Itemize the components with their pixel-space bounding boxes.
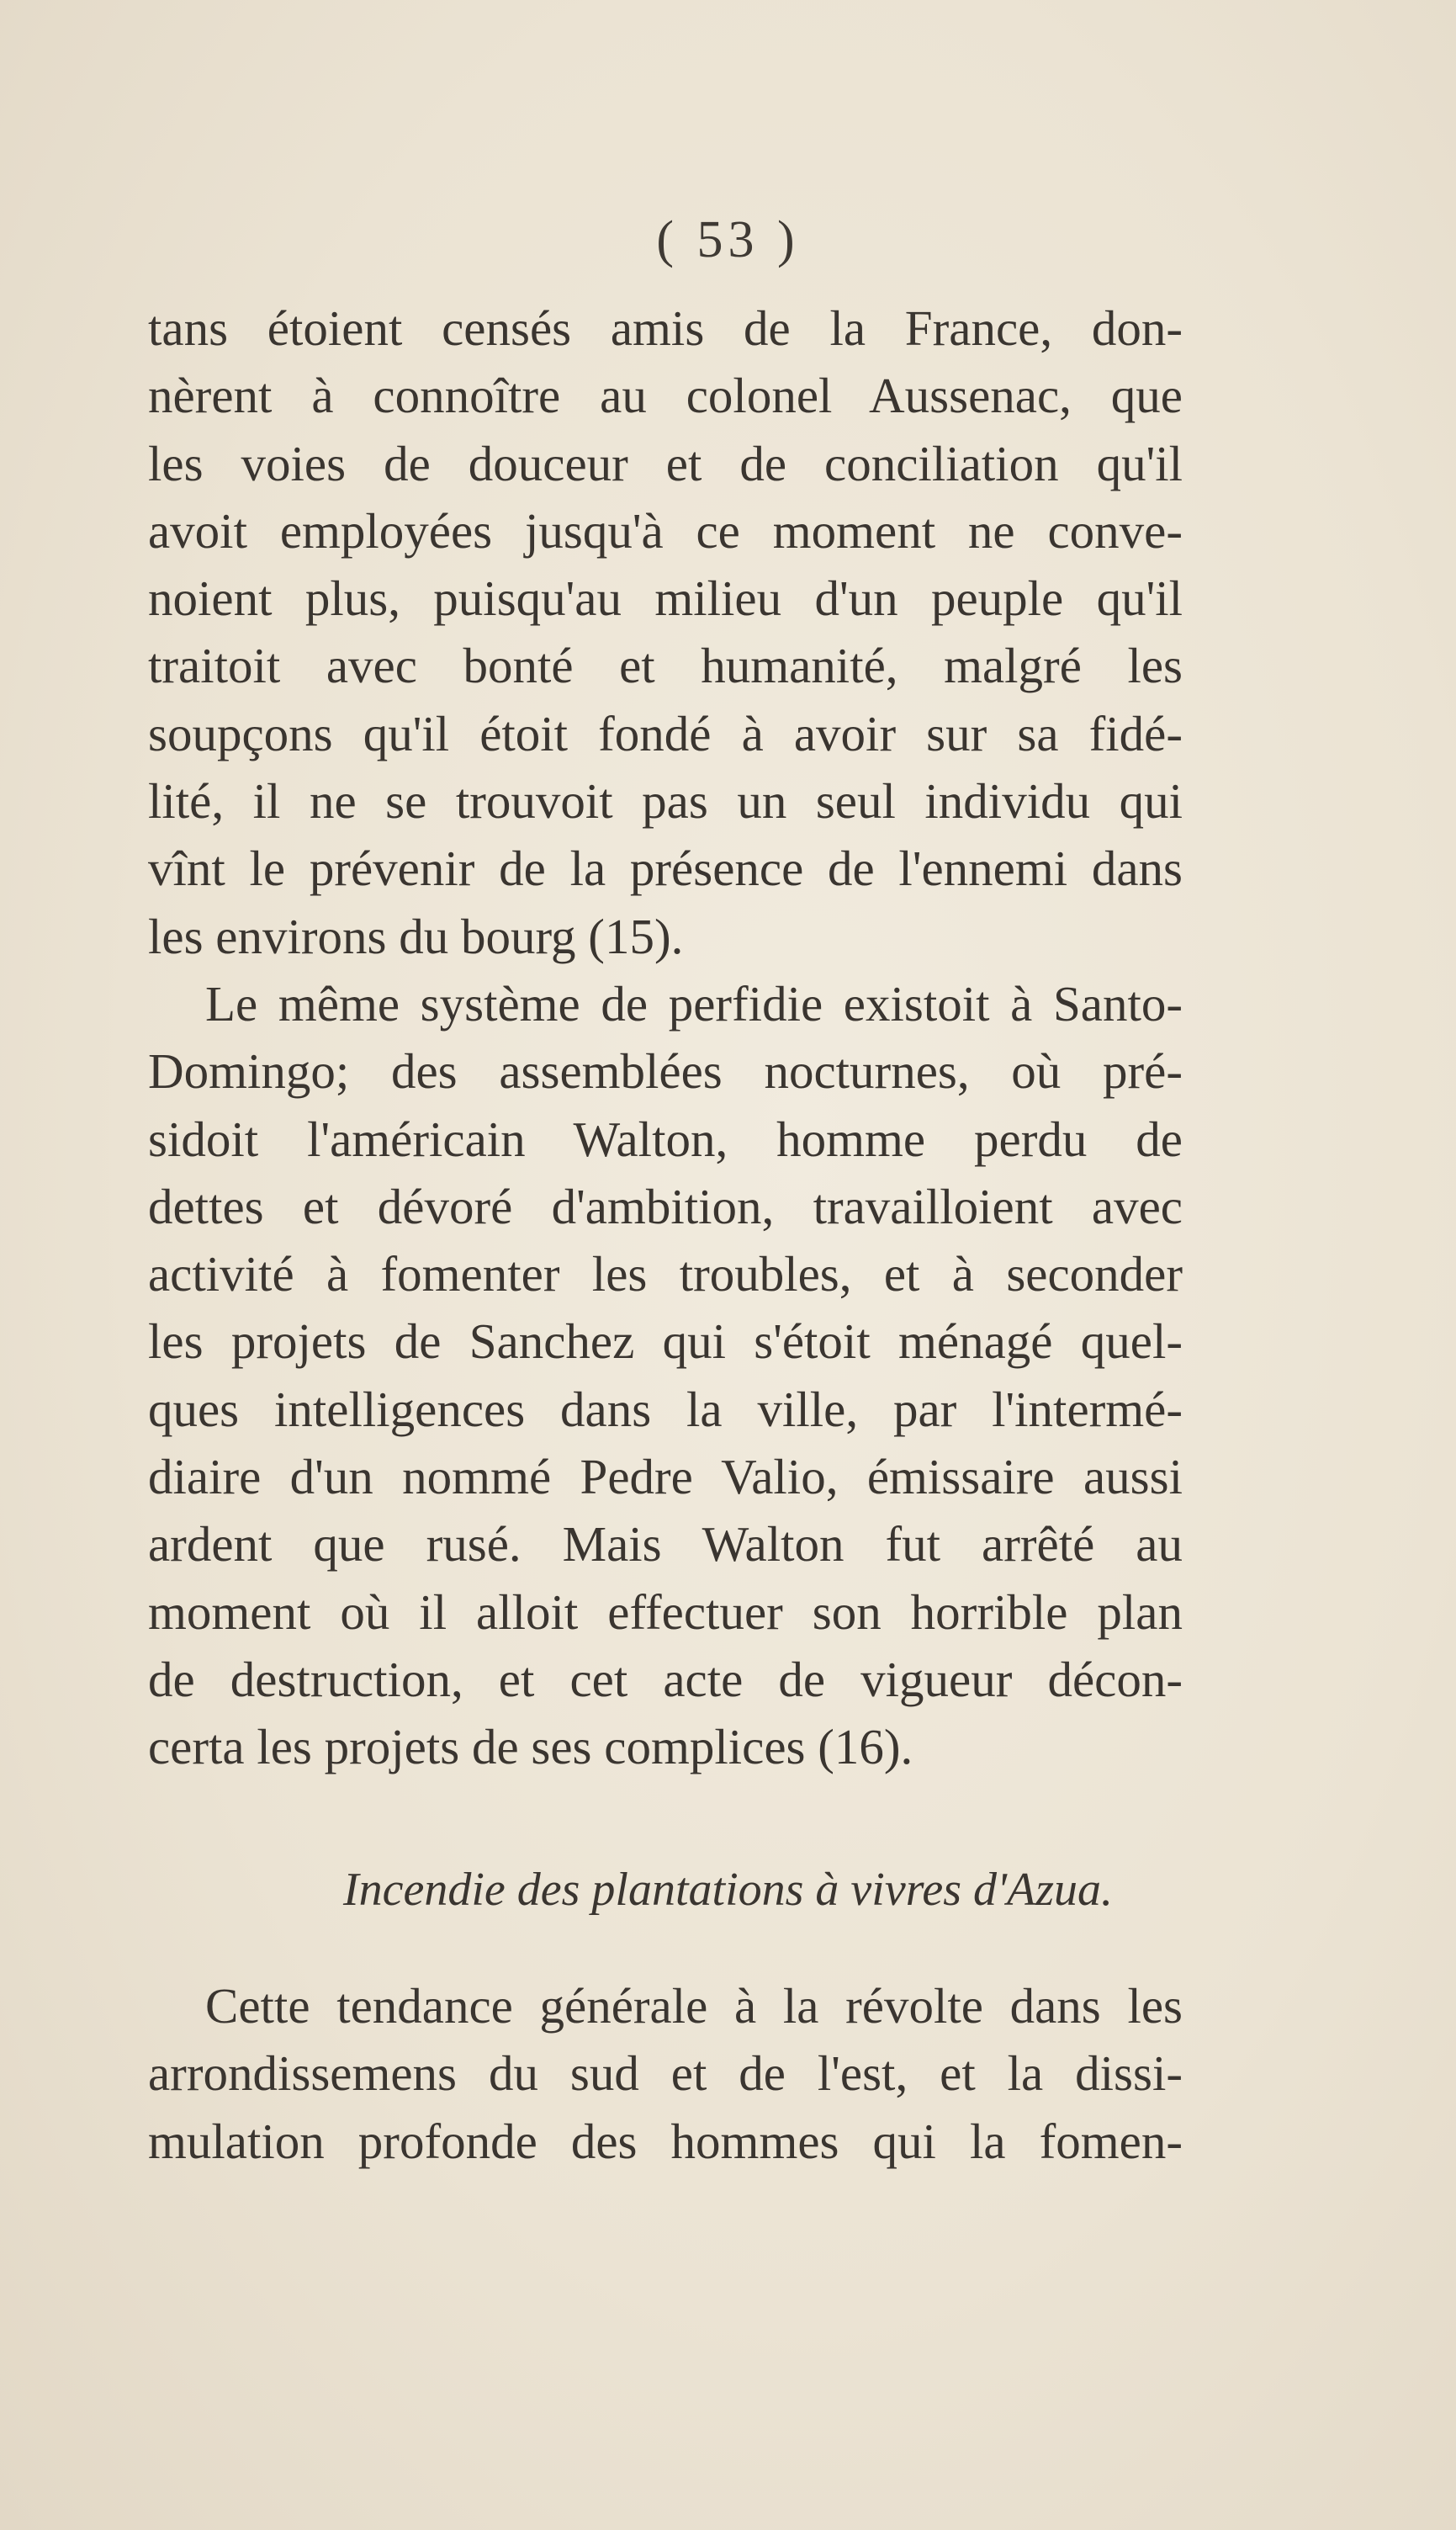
text-line: ardent que rusé. Mais Walton fut arrêté au: [148, 1516, 1183, 1573]
text-line: moment où il alloit effectuer son horrible plan: [148, 1583, 1183, 1640]
text-line: certa les projets de ses complices (16).: [148, 1719, 913, 1775]
body-text: [148, 294, 1183, 1781]
section-heading: Incendie des plantations à vivres d'Azua.: [342, 1864, 1114, 1916]
body-text-continued: [148, 1972, 1183, 2175]
text-line: lité, il ne se trouvoit pas un seul individu qui: [148, 773, 1183, 830]
text-line: de destruction, et cet acte de vigueur décon-: [148, 1651, 1183, 1707]
text-line: Cette tendance générale à la révolte dans les: [205, 1978, 1183, 2034]
text-line: mulation profonde des hommes qui la fomen-: [148, 2113, 1183, 2169]
text-line: sidoit l'américain Walton, homme perdu de: [148, 1111, 1183, 1167]
text-line: vînt le prévenir de la présence de l'ennemi dans: [148, 841, 1183, 897]
text-line: les voies de douceur et de conciliation qu'il: [148, 435, 1183, 491]
text-line: activité à fomenter les troubles, et à seconder: [148, 1246, 1183, 1302]
text-line: noient plus, puisqu'au milieu d'un peuple qu'il: [148, 570, 1183, 627]
text-line: Le même système de perfidie existoit à Santo-: [205, 975, 1183, 1032]
text-line: nèrent à connoître au colonel Aussenac, que: [148, 368, 1183, 424]
text-line: Domingo; des assemblées nocturnes, où pré-: [148, 1043, 1183, 1100]
text-line: arrondissemens du sud et de l'est, et la dissi-: [148, 2045, 1183, 2102]
text-line: les environs du bourg (15).: [148, 908, 684, 964]
text-line: traitoit avec bonté et humanité, malgré les: [148, 638, 1183, 694]
text-line: soupçons qu'il étoit fondé à avoir sur sa fidé-: [148, 705, 1183, 761]
text-line: tans étoient censés amis de la France, don-: [148, 300, 1183, 356]
text-line: les projets de Sanchez qui s'étoit ménagé quel-: [148, 1313, 1183, 1370]
text-line: avoit employées jusqu'à ce moment ne conve-: [148, 502, 1183, 559]
page-number: ( 53 ): [656, 211, 800, 268]
text-line: diaire d'un nommé Pedre Valio, émissaire aussi: [148, 1449, 1183, 1505]
text-line: ques intelligences dans la ville, par l'intermé-: [148, 1381, 1183, 1437]
text-line: dettes et dévoré d'ambition, travailloient avec: [148, 1178, 1183, 1234]
